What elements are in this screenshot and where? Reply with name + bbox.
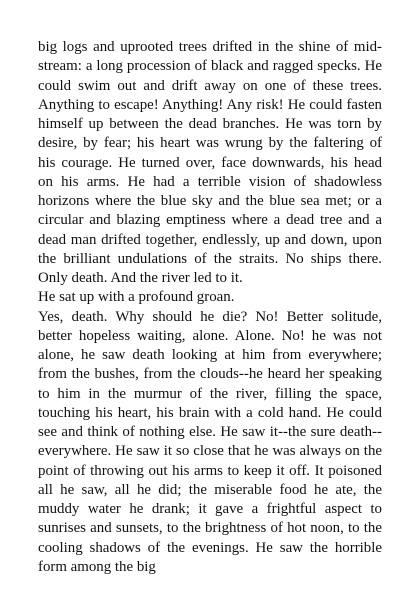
- paragraph-death-everywhere: Yes, death. Why should he die? No! Better solitude, better hopeless waiting, alone. Alone. No! he was not alone, he saw death looking at him from everywhere; from the bushes, from the clouds--he heard her speaking to him in the murmur of the river, filling the space, touching his heart, his brain with a cold hand. He could see and think of nothing else. He saw it--the sure death--everywhere. He saw it so close that he was always on the point of throwing out his arms to keep it off. It poisoned all he saw, all he did; the miserable food he ate, the muddy water he drank; it gave a frightful aspect to sunrises and sunsets, to the brightness of hot noon, to the cooling shadows of the evenings. He saw the horrible form among the big: [38, 308, 382, 575]
- page-text-body: [38, 38, 382, 577]
- paragraph-profound-groan: He sat up with a profound groan.: [38, 289, 235, 306]
- paragraph-drifting-logs: big logs and uprooted trees drifted in the shine of mid-stream: a long procession of black and ragged specks. He could swim out and drift away on one of these trees. Anything to escape! Anything! Any risk! He could fasten himself up between the dead branches. He was torn by desire, by fear; his heart was wrung by the faltering of his courage. He turned over, face downwards, his head on his arms. He had a terrible vision of shadowless horizons where the blue sky and the blue sea met; or a circular and blazing emptiness where a dead tree and a dead man drifted together, endlessly, up and down, upon the brilliant undulations of the straits. No ships there. Only death. And the river led to it.: [38, 39, 382, 286]
